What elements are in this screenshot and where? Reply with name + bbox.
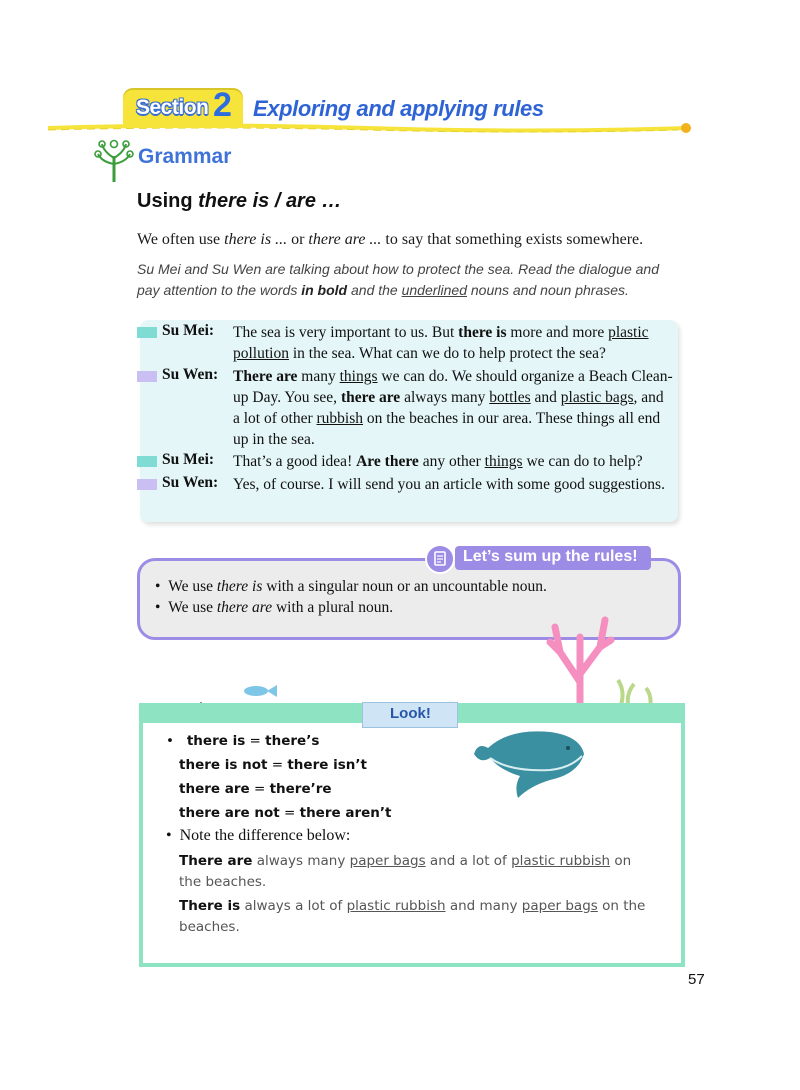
- subheading-emphasis: there is / are …: [198, 190, 342, 212]
- contraction-full: there is not: [179, 757, 268, 773]
- contraction-short: there’s: [265, 733, 320, 749]
- look-example-1: [179, 851, 649, 893]
- example-underlined: plastic rubbish: [346, 898, 446, 914]
- speech-bold: Are there: [356, 453, 419, 470]
- sum-up-title: Let’s sum up the rules!: [463, 548, 638, 565]
- speaker-name: Su Wen:: [162, 474, 219, 491]
- note-line: • Note the difference below:: [166, 827, 351, 844]
- speech-part: we can do. We should organize a Beach Clean-up Day. You see,: [233, 368, 673, 406]
- speech-part: That’s a good idea!: [233, 453, 357, 470]
- instruction-part: Su Mei and Su Wen are talking about how to protect the sea. Read the dialogue and pay attention to the words: [137, 261, 659, 298]
- section-label: Section: [136, 96, 209, 119]
- example-part: on the beaches.: [179, 898, 646, 935]
- speaker-marker: [137, 327, 157, 338]
- example-part: always a lot of: [240, 898, 347, 914]
- example-part: and a lot of: [425, 853, 512, 869]
- contraction-full: there are not: [179, 805, 280, 821]
- speech-part: Yes, of course. I will send you an article with some good suggestions.: [233, 476, 665, 493]
- speech-text: [233, 451, 673, 472]
- coral-illustration: [545, 612, 615, 716]
- example-underlined: paper bags: [349, 853, 426, 869]
- look-example-2: [179, 896, 649, 938]
- document-icon: [425, 544, 455, 574]
- look-title: Look!: [390, 705, 431, 722]
- example-part: and many: [445, 898, 522, 914]
- example-underlined: plastic rubbish: [511, 853, 611, 869]
- example-underlined: paper bags: [521, 898, 598, 914]
- sum-item-em: there are: [216, 599, 273, 616]
- speech-bold: there are: [340, 389, 401, 406]
- speaker-marker: [137, 479, 157, 490]
- speech-underlined: bottles: [489, 389, 531, 406]
- page-number: 57: [688, 971, 705, 988]
- speech-part: and: [530, 389, 561, 406]
- speech-part: many: [297, 368, 340, 385]
- speech-underlined: things: [484, 453, 523, 470]
- sum-up-item: • We use there is with a singular noun or an uncountable noun.: [155, 578, 547, 595]
- contraction-short: there aren’t: [299, 805, 392, 821]
- speaker-name: Su Mei:: [162, 451, 215, 468]
- sum-item-pre: We use: [168, 599, 217, 616]
- contraction-full: there is: [186, 733, 246, 749]
- contraction-line: there are = there’re: [179, 781, 332, 797]
- intro-part: We often use: [137, 231, 225, 248]
- speech-bold: There are: [233, 368, 298, 385]
- grammar-subheading: [137, 190, 342, 213]
- sum-item-post: with a plural noun.: [272, 599, 394, 616]
- sum-up-item: • We use there are with a plural noun.: [155, 599, 394, 616]
- intro-em: there are ...: [308, 231, 382, 248]
- speech-text: [233, 366, 673, 450]
- speech-part: any other: [418, 453, 485, 470]
- contraction-line: there are not = there aren’t: [179, 805, 392, 821]
- instruction-underlined: underlined: [401, 282, 467, 298]
- sum-item-pre: We use: [168, 578, 217, 595]
- speech-underlined: rubbish: [316, 410, 364, 427]
- speech-part: more and more: [506, 324, 609, 341]
- sum-item-em: there is: [216, 578, 263, 595]
- speech-text: [233, 322, 673, 364]
- section-title: Exploring and applying rules: [253, 96, 544, 121]
- instruction-part: nouns and noun phrases.: [467, 282, 629, 298]
- section-number: 2: [213, 86, 232, 124]
- example-part: on the beaches.: [179, 853, 632, 890]
- contraction-short: there isn’t: [287, 757, 367, 773]
- tree-icon: [94, 138, 134, 182]
- example-bold: There is: [179, 898, 241, 914]
- speech-part: in the sea. What can we do to help protect the sea?: [288, 345, 606, 362]
- speech-bold: there is: [458, 324, 507, 341]
- speech-part: always many: [400, 389, 490, 406]
- note-text: Note the difference below:: [179, 827, 351, 844]
- speech-underlined: plastic bags: [560, 389, 634, 406]
- speech-underlined: things: [339, 368, 378, 385]
- intro-text: [137, 231, 643, 249]
- speaker-name: Su Mei:: [162, 322, 215, 339]
- contraction-line: • there is = there’s: [166, 733, 320, 749]
- subheading-prefix: Using: [137, 190, 199, 212]
- grammar-title: Grammar: [138, 145, 232, 168]
- intro-part: to say that something exists somewhere.: [381, 231, 644, 248]
- intro-em: there is ...: [224, 231, 288, 248]
- contraction-full: there are: [179, 781, 250, 797]
- speech-part: , and a lot of other: [233, 389, 664, 427]
- speaker-name: Su Wen:: [162, 366, 219, 383]
- instruction-part: and the: [347, 282, 402, 298]
- speech-part: on the beaches in our area. These things all end up in the sea.: [233, 410, 661, 448]
- speech-part: we can do to help?: [522, 453, 643, 470]
- speech-underlined: plastic pollution: [233, 324, 649, 362]
- speaker-marker: [137, 371, 157, 382]
- fish-icon: [242, 684, 278, 698]
- contraction-line: there is not = there isn’t: [179, 757, 367, 773]
- speech-part: The sea is very important to us. But: [233, 324, 459, 341]
- contraction-short: there’re: [269, 781, 332, 797]
- speaker-marker: [137, 456, 157, 467]
- instruction-bold: in bold: [301, 282, 348, 298]
- example-bold: There are: [179, 853, 253, 869]
- instruction-text: [137, 259, 677, 301]
- speech-text: [233, 474, 673, 495]
- intro-part: or: [287, 231, 309, 248]
- sum-item-post: with a singular noun or an uncountable noun.: [262, 578, 547, 595]
- example-part: always many: [252, 853, 350, 869]
- whale-illustration: [470, 714, 590, 798]
